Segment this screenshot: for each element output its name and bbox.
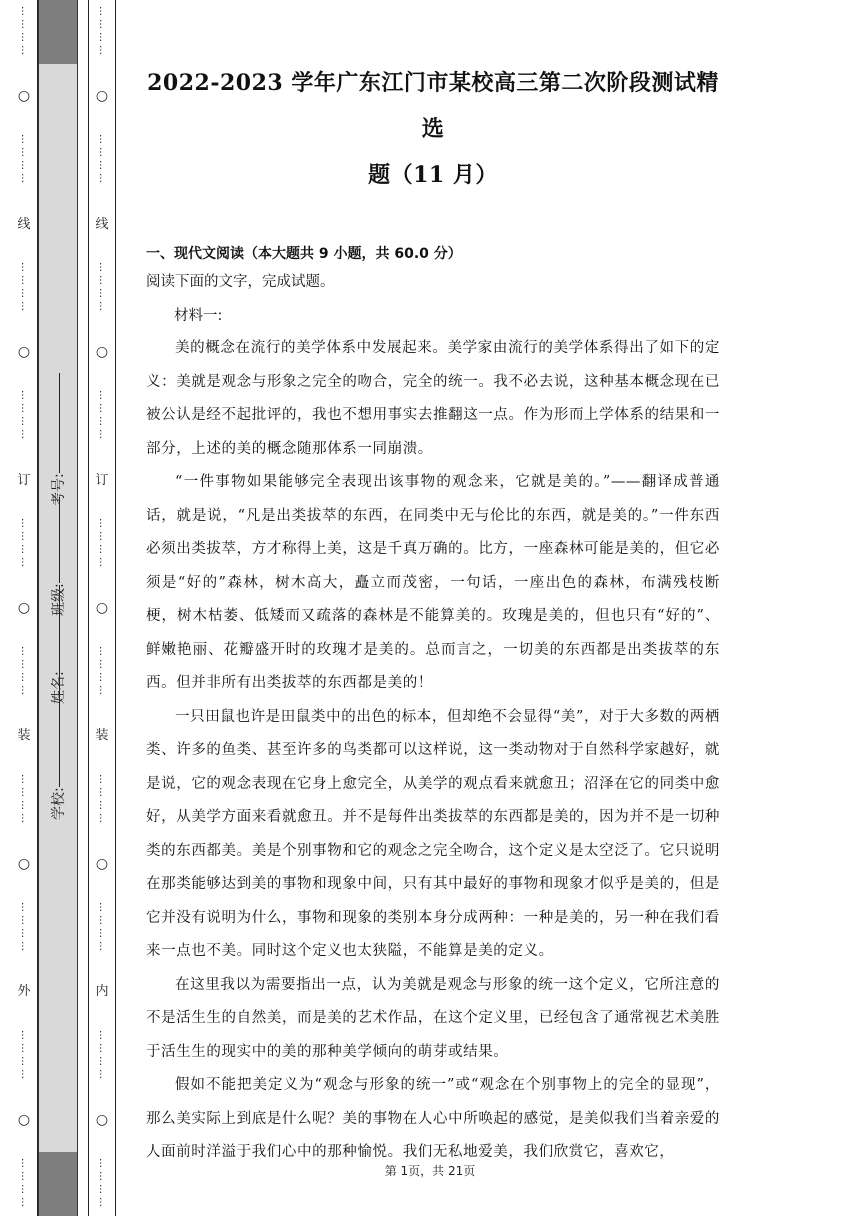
name-label: 姓名: (51, 671, 67, 704)
page-footer: 第 1页，共 21页 (384, 1164, 476, 1178)
document-body (146, 60, 720, 1170)
title-line-2: 题（11 月） (368, 162, 498, 188)
binding-dots: ………… (19, 1029, 30, 1082)
passage-paragraph: 在这里我以为需要指出一点，认为美就是观念与形象的统一这个定义，它所注意的不是活生生的自然美，而是美的艺术作品，在这个定义里，已经包含了通常视艺术美胜于活生生的现实中的美的那种美学倾向的萌芽或结果。 (146, 976, 720, 1060)
binding-dots: ………… (97, 6, 108, 58)
class-field[interactable] (48, 583, 68, 616)
section-heading: 一、现代文阅读（本大题共 9 小题，共 60.0 分） (146, 246, 462, 262)
binding-dots: ………… (97, 261, 108, 314)
binding-dots: ………… (97, 517, 108, 570)
binding-dots: ………… (97, 390, 108, 443)
binding-dots: ………… (19, 517, 30, 570)
outer-binding-word: 线 (17, 216, 31, 232)
reading-instruction: 阅读下面的文字，完成试题。 (146, 274, 335, 290)
binding-dots: ………… (97, 646, 108, 699)
inner-binding-word: 线 (95, 216, 109, 232)
school-field[interactable] (48, 787, 68, 820)
binding-dots: ………… (97, 1157, 108, 1210)
binding-dots: ………… (97, 134, 108, 187)
passage-paragraph: 假如不能把美定义为“观念与形象的统一”或“观念在个别事物上的完全的显现”，那么美实际上到底是什么呢？美的事物在人心中所唤起的感觉，是美似我们当着亲爱的人面前时洋溢于我们心中的那种愉悦。我们无私地爱美，我们欣赏它，喜欢它， (146, 1077, 720, 1160)
document-title (146, 60, 720, 198)
inner-binding-word: 订 (95, 472, 109, 488)
binding-dots: ………… (19, 6, 30, 58)
class-label: 班级: (51, 583, 67, 616)
passage-paragraph: “一件事物如果能够完全表现出该事物的观念来，它就是美的。”——翻译成普通话，就是说，“凡是出类拔萃的东西，在同类中无与伦比的东西，就是美的。”一件东西必须出类拔萃，方才称得上美，这是千真万确的。比方，一座森林可能是美的，但它必须是“好的”森林，树木高大，矗立而茂密，一句话，一座出色的森林，布满残枝断梗，树木枯萎、低矮而又疏落的森林是不能算美的。玫瑰是美的，但也只有“好的”、鲜嫩艳丽、花瓣盛开时的玫瑰才是美的。总而言之，一切美的东西都是出类拔萃的东西。但并非所有出类拔萃的东西都是美的！ (146, 474, 720, 691)
binding-circle-icon: ○ (17, 344, 31, 361)
binding-dots: ………… (97, 1029, 108, 1082)
outer-binding-word: 外 (17, 984, 31, 1000)
inner-binding-column (90, 0, 114, 1216)
outer-binding-word: 订 (17, 472, 31, 488)
exam-no-field[interactable] (48, 473, 68, 506)
outer-binding-column (12, 0, 36, 1216)
binding-circle-icon: ○ (17, 88, 31, 105)
binding-circle-icon: ○ (95, 344, 109, 361)
material-label: 材料一: (174, 308, 223, 324)
binding-circle-icon: ○ (95, 88, 109, 105)
binding-dots: ………… (97, 902, 108, 955)
passage-paragraph: 美的概念在流行的美学体系中发展起来。美学家由流行的美学体系得出了如下的定义：美就是观念与形象之完全的吻合，完全的统一。我不必去说，这种基本概念现在已被公认是经不起批评的，我也不想用事实去推翻这一点。作为形而上学体系的结果和一部分，上述的美的概念随那体系一同崩溃。 (146, 340, 720, 457)
binding-circle-icon: ○ (17, 855, 31, 872)
binding-circle-icon: ○ (95, 855, 109, 872)
binding-dots: ………… (19, 390, 30, 443)
binding-dots: ………… (19, 773, 30, 826)
outer-binding-word: 装 (17, 728, 31, 744)
binding-dots: ………… (19, 902, 30, 955)
binding-circle-icon: ○ (95, 1111, 109, 1128)
class-blank[interactable] (59, 497, 60, 583)
student-info-fields (38, 0, 78, 1216)
binding-dots: ………… (19, 1157, 30, 1210)
inner-binding-word: 装 (95, 728, 109, 744)
exam-no-label: 考号: (51, 473, 67, 506)
binding-circle-icon: ○ (17, 599, 31, 616)
binding-dots: ………… (19, 646, 30, 699)
binding-dots: ………… (19, 134, 30, 187)
binding-circle-icon: ○ (17, 1111, 31, 1128)
school-label: 学校: (51, 787, 67, 820)
title-line-1: 2022-2023 学年广东江门市某校高三第二次阶段测试精选 (147, 70, 719, 142)
binding-circle-icon: ○ (95, 599, 109, 616)
exam-no-blank[interactable] (59, 373, 60, 473)
binding-dots: ………… (19, 261, 30, 314)
name-field[interactable] (48, 671, 68, 704)
passage-paragraph: 一只田鼠也许是田鼠类中的出色的标本，但却绝不会显得“美”，对于大多数的两栖类、许多的鱼类、甚至许多的鸟类都可以这样说，这一类动物对于自然科学家越好，就是说，它的观念表现在它身上愈完全，从美学的观点看来就愈丑；沼泽在它的同类中愈好，从美学方面来看就愈丑。并不是每件出类拔萃的东西都是美的，因为并不是一切种类的东西都美。美是个别事物和它的观念之完全吻合，这个定义是太空泛了。它只说明在那类能够达到美的事物和现象中间，只有其中最好的事物和现象才似乎是美的，但是它并没有说明为什么，事物和现象的类别本身分成两种：一种是美的，另一种在我们看来一点也不美。同时这个定义也太狭隘，不能算是美的定义。 (146, 708, 720, 959)
binding-dots: ………… (97, 773, 108, 826)
inner-binding-word: 内 (95, 984, 109, 1000)
